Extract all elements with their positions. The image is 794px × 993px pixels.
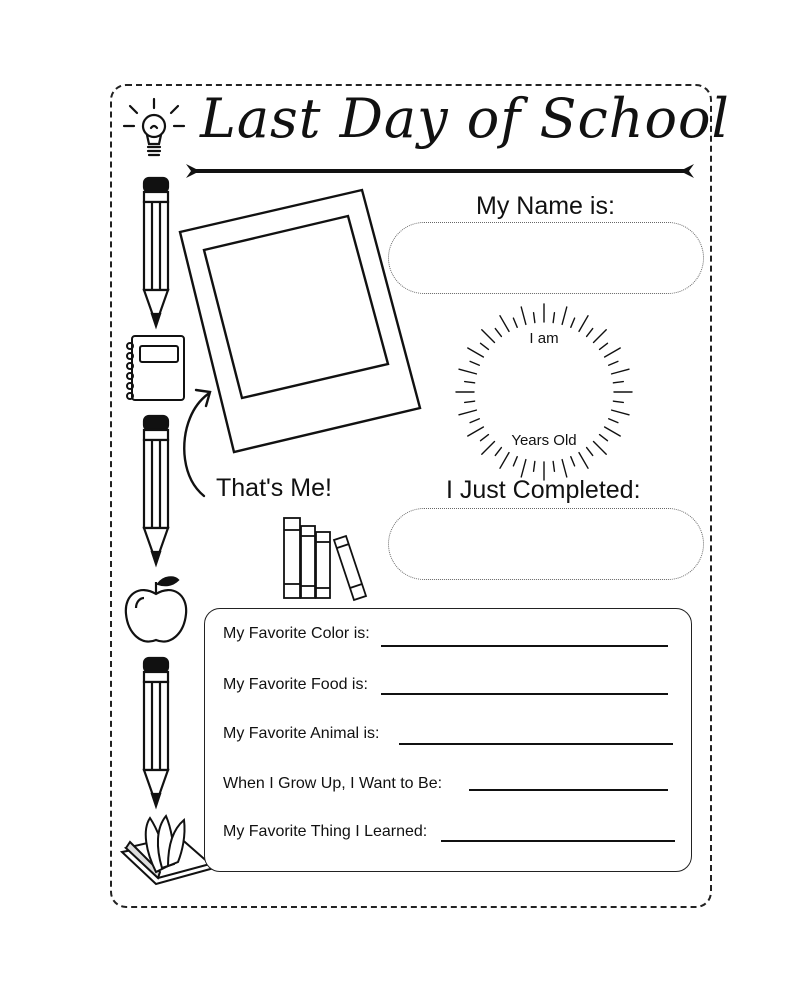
- sunburst-ray: [605, 427, 621, 436]
- favorite-animal-line[interactable]: [399, 743, 673, 745]
- sunburst-ray: [579, 453, 588, 469]
- sunburst-ray: [593, 330, 606, 343]
- sunburst-ray: [470, 361, 479, 365]
- sunburst-ray: [562, 307, 567, 324]
- title-underline: [186, 160, 694, 182]
- sunburst-ray: [613, 382, 623, 383]
- sunburst-ray: [481, 343, 489, 349]
- sunburst-ray: [495, 329, 501, 337]
- sunburst-ray: [500, 453, 509, 469]
- sunburst-ray: [553, 461, 554, 471]
- favorite-animal-label: My Favorite Animal is:: [223, 725, 380, 742]
- favorite-food-label: My Favorite Food is:: [223, 676, 368, 693]
- lightbulb-icon: [112, 88, 192, 168]
- age-bottom-text: Years Old: [511, 432, 577, 449]
- sunburst-ray: [600, 343, 608, 349]
- completed-label: I Just Completed:: [446, 476, 641, 504]
- sunburst-ray: [612, 369, 629, 374]
- favorite-food-line[interactable]: [381, 693, 668, 695]
- favorites-card: [204, 608, 692, 872]
- sunburst-ray: [609, 361, 618, 365]
- pencil-icon: [138, 656, 174, 812]
- sunburst-ray: [482, 330, 495, 343]
- grow-up-line[interactable]: [469, 789, 668, 791]
- sunburst-ray: [534, 461, 535, 471]
- completed-field[interactable]: [388, 508, 704, 580]
- photo-caption: That's Me!: [216, 474, 332, 502]
- sunburst-ray: [587, 329, 593, 337]
- pencil-icon: [138, 176, 174, 332]
- sunburst-ray: [571, 457, 575, 466]
- sunburst-ray: [465, 401, 475, 402]
- books-icon: [280, 512, 372, 602]
- age-top-text: I am: [529, 330, 559, 347]
- sunburst-ray: [534, 313, 535, 323]
- sunburst-ray: [521, 460, 526, 477]
- sunburst-ray: [468, 348, 484, 357]
- sunburst-ray: [562, 460, 567, 477]
- apple-icon: [120, 574, 192, 648]
- name-label: My Name is:: [476, 192, 615, 220]
- sunburst-ray: [521, 307, 526, 324]
- sunburst-ray: [553, 313, 554, 323]
- sunburst-ray: [612, 410, 629, 415]
- arrow-icon: [176, 382, 216, 502]
- sunburst-ray: [513, 457, 517, 466]
- sunburst-ray: [605, 348, 621, 357]
- page-title: Last Day of School: [200, 87, 730, 150]
- favorite-color-label: My Favorite Color is:: [223, 625, 370, 642]
- sunburst-ray: [468, 427, 484, 436]
- sunburst-ray: [459, 369, 476, 374]
- sunburst-ray: [513, 318, 517, 327]
- sunburst-ray: [465, 382, 475, 383]
- favorite-learned-label: My Favorite Thing I Learned:: [223, 823, 428, 840]
- sunburst-ray: [481, 435, 489, 441]
- name-field[interactable]: [388, 222, 704, 294]
- sunburst-ray: [459, 410, 476, 415]
- favorite-learned-line[interactable]: [441, 840, 675, 842]
- age-circle: [452, 300, 636, 484]
- favorite-color-line[interactable]: [381, 645, 668, 647]
- grow-up-label: When I Grow Up, I Want to Be:: [223, 775, 443, 792]
- sunburst-ray: [613, 401, 623, 402]
- sunburst-ray: [470, 419, 479, 423]
- sunburst-ray: [571, 318, 575, 327]
- pencil-icon: [138, 414, 174, 570]
- sunburst-ray: [609, 419, 618, 423]
- sunburst-ray: [600, 435, 608, 441]
